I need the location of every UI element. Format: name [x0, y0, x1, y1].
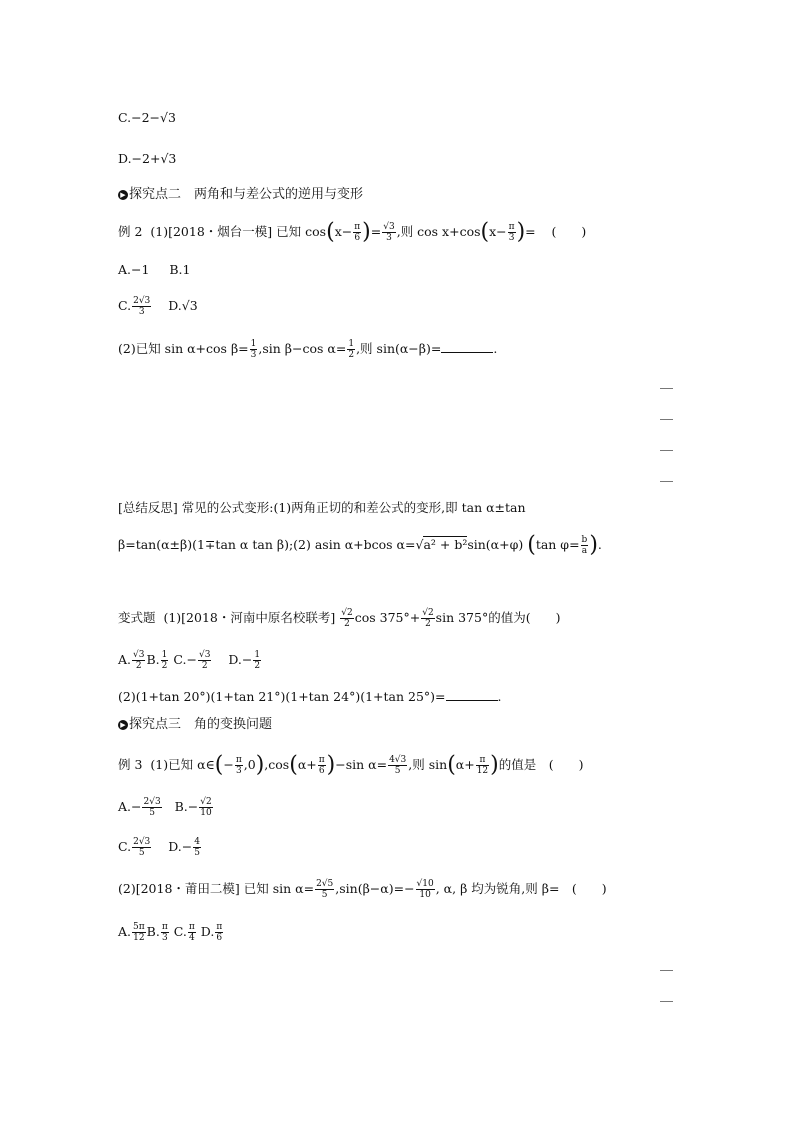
answer-blank: [441, 340, 493, 353]
example-2-options-cd: C. $\frac{2√3}{3}$ D.√3: [118, 296, 198, 317]
section-bullet-icon: ▶: [118, 190, 128, 200]
example-2-part-2: (2)已知 sin α+cos β= $\frac{1}{3}$ ,sin β−cos α= $\frac{1}{2}$ ,则 sin(α−β)= .: [118, 339, 498, 360]
example-3-options-ab: A.− $\frac{2√3}{5}$ B.− $\frac{√2}{10}$: [118, 797, 212, 818]
option-d: D.−2+√3: [118, 151, 177, 166]
section-bullet-icon: ▶: [118, 720, 128, 730]
margin-dash: [660, 388, 673, 389]
answer-blank: [446, 688, 498, 701]
margin-dash: [660, 450, 673, 451]
section-heading-2: ▶ 探究点二 两角和与差公式的逆用与变形: [118, 187, 363, 203]
option-c: C.−2−√3: [118, 110, 176, 125]
example-2-options-ab: A.−1 B.1: [118, 262, 191, 277]
variant-part-1: 变式题 (1)[2018・河南中原名校联考] $\frac{√2}{2}$ cos 375°+ $\frac{√2}{2}$ sin 375°的值为( ): [118, 608, 561, 629]
margin-dash: [660, 970, 673, 971]
example-3-part-2-options: A. $\frac{5\pi}{12}$ B. $\frac{\pi}{3}$ C. $\frac{\pi}{4}$ D. $\frac{\pi}{6}$: [118, 922, 223, 943]
margin-dash: [660, 1001, 673, 1002]
variant-options: A. $\frac{√3}{2}$ B. $\frac{1}{2}$ C.− $\frac{√3}{2}$ D.− $\frac{1}{2}$: [118, 650, 261, 671]
section-heading-3: ▶ 探究点三 角的变换问题: [118, 717, 272, 733]
example-3-part-1: 例 3 (1)已知 α∈(− $\frac{\pi}{3}$ ,0),cos(α+ $\frac{\pi}{6}$ )−sin α= $\frac{4√3}{5}$ ,则 sin(α+ $\frac{\pi}{12}$ )的值是 ( ): [118, 752, 584, 778]
summary-line-1: [总结反思] 常见的公式变形:(1)两角正切的和差公式的变形,即 tan α±tan: [118, 500, 526, 515]
summary-line-2: β=tan(α±β)(1∓tan α tan β);(2) asin α+bcos α=√a² + b²sin(α+φ) (tan φ= $\frac{b}{a}$ ).: [118, 532, 602, 558]
margin-dash: [660, 419, 673, 420]
variant-part-2: (2)(1+tan 20°)(1+tan 21°)(1+tan 24°)(1+tan 25°)= .: [118, 689, 502, 704]
margin-dash: [660, 481, 673, 482]
example-3-part-2: (2)[2018・莆田二模] 已知 sin α= $\frac{2√5}{5}$ ,sin(β−α)=− $\frac{√10}{10}$ , α, β 均为锐角,则 β= ( ): [118, 879, 607, 900]
example-3-options-cd: C. $\frac{2√3}{5}$ D.− $\frac{4}{5}$: [118, 837, 200, 858]
example-2-part-1: 例 2 (1)[2018・烟台一模] 已知 cos(x− $\frac{\pi}{6}$ )= $\frac{√3}{3}$ ,则 cos x+cos(x− $\frac{\pi}{3}$ )= ( ): [118, 219, 587, 245]
